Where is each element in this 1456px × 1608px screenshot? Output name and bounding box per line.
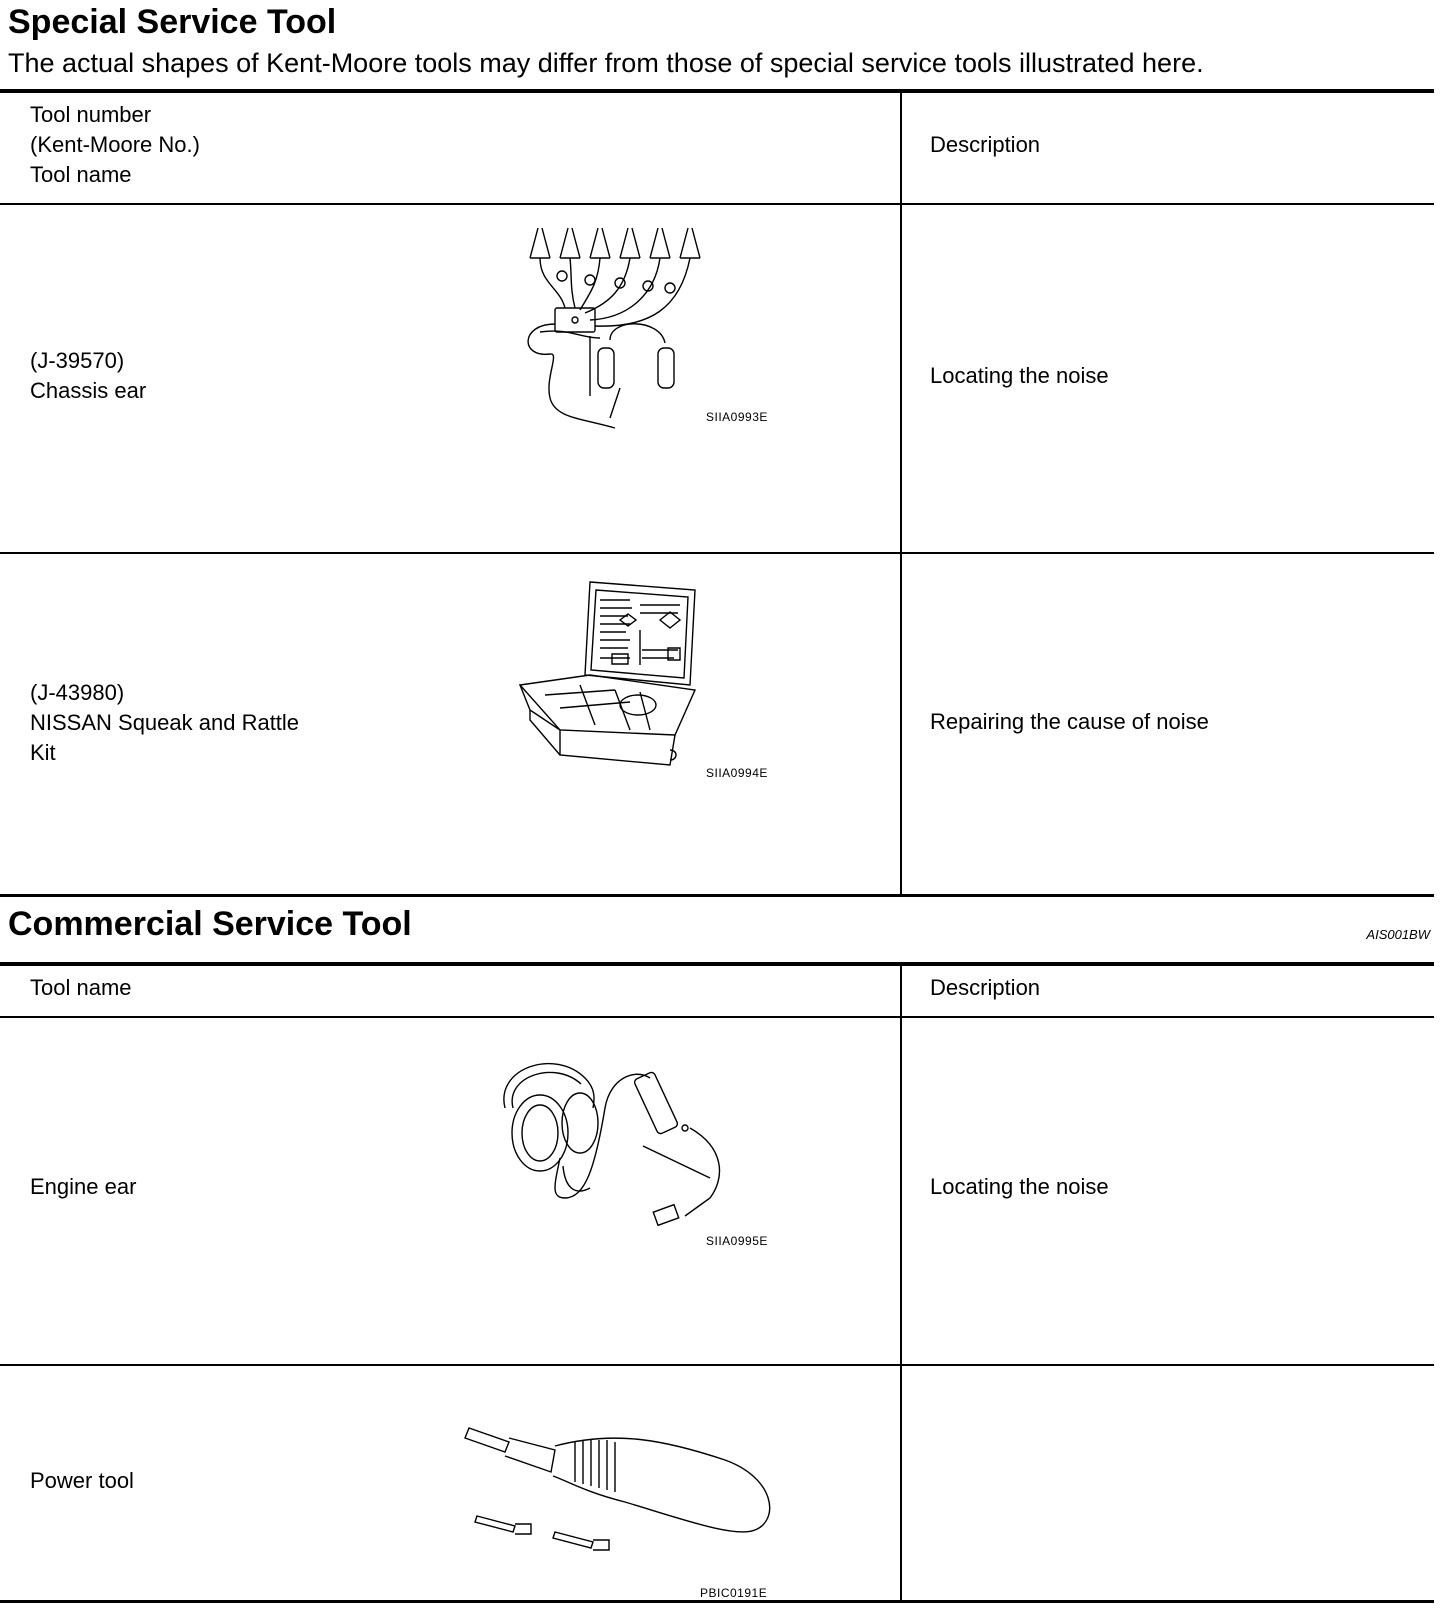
- commercial-table-top-rule: [0, 962, 1434, 966]
- tool-name-line-2: Kit: [30, 740, 56, 765]
- table-row-engine-ear: [30, 1172, 136, 1202]
- row-divider: [0, 1364, 1434, 1366]
- description-engine-ear: Locating the noise: [930, 1174, 1109, 1199]
- row-divider: [0, 552, 1434, 554]
- tool-name-line-1: NISSAN Squeak and Rattle: [30, 710, 300, 735]
- column-divider: [900, 964, 902, 1602]
- commercial-section-title: Commercial Service Tool: [8, 905, 412, 943]
- engine-ear-icon: [485, 1048, 745, 1238]
- figure-code: SIIA0994E: [706, 766, 768, 780]
- tool-name: Power tool: [30, 1468, 134, 1493]
- table-row-squeak-rattle-kit: [30, 678, 299, 768]
- special-table-bottom-rule: [0, 894, 1434, 897]
- header-tool-name: Tool name: [30, 162, 132, 187]
- header-tool-name: Tool name: [30, 975, 132, 1000]
- header-description: Description: [930, 132, 1041, 157]
- special-intro-text: The actual shapes of Kent-Moore tools may differ from those of special service tools illustrated here.: [8, 48, 1204, 78]
- description-squeak-rattle-kit: Repairing the cause of noise: [930, 709, 1209, 734]
- table-top-rule: [0, 89, 1434, 93]
- document-id: AIS001BW: [1366, 927, 1430, 942]
- tool-number: (J-43980): [30, 680, 125, 705]
- table-row-chassis-ear-tool: [30, 346, 146, 406]
- column-divider: [900, 91, 902, 896]
- header-description: Description: [930, 975, 1041, 1000]
- commercial-table-bottom-rule: [0, 1600, 1434, 1603]
- figure-code: PBIC0191E: [700, 1586, 768, 1600]
- special-section-title: Special Service Tool: [8, 3, 337, 41]
- header-rule: [0, 1016, 1434, 1018]
- toolkit-case-icon: [520, 580, 720, 780]
- figure-code: SIIA0995E: [706, 1234, 768, 1248]
- power-tool-icon: [465, 1420, 785, 1560]
- tool-name: Chassis ear: [30, 378, 147, 403]
- tool-number: (J-39570): [30, 348, 125, 373]
- header-kent-moore-no: (Kent-Moore No.): [30, 132, 200, 157]
- table-row-power-tool: [30, 1466, 134, 1496]
- description-chassis-ear: Locating the noise: [930, 363, 1109, 388]
- header-rule: [0, 203, 1434, 205]
- header-tool-column: [30, 100, 200, 190]
- chassis-ear-icon: [520, 228, 780, 438]
- tool-name: Engine ear: [30, 1174, 137, 1199]
- header-tool-number: Tool number: [30, 102, 152, 127]
- figure-code: SIIA0993E: [706, 410, 768, 424]
